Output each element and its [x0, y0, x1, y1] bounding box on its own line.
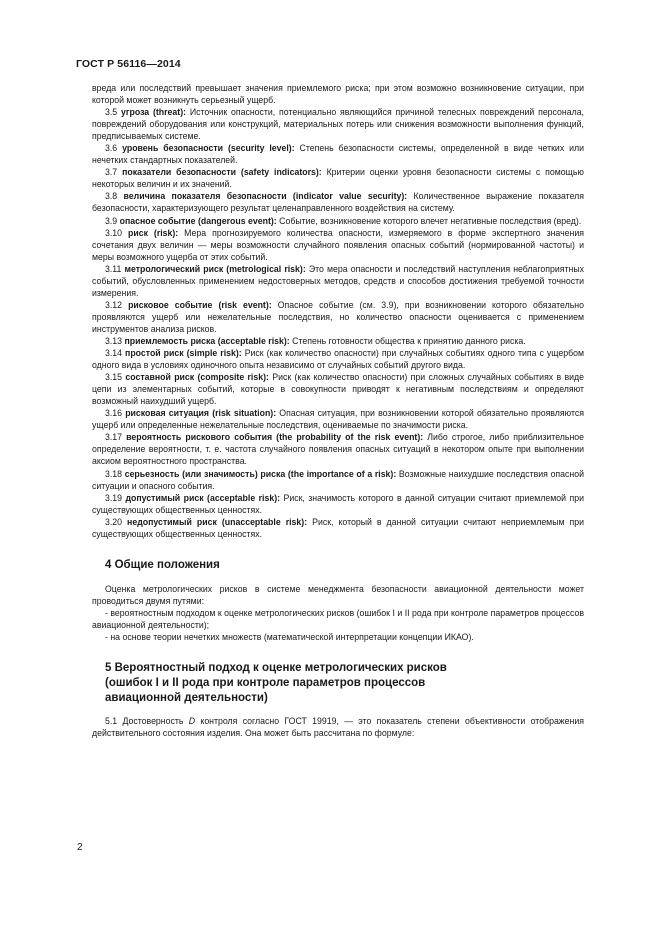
paragraph-text: контроля согласно ГОСТ 19919, — это показатель степени объективности отображения действительного состояния изделия. Она может быть рассчитана по формуле:: [92, 716, 584, 739]
definition-number: 3.5: [105, 107, 118, 118]
definition-text: Риск (как количество опасности) при случайных событиях одного типа с ущербом одного вида в условиях одиночного опыта независимо от случайных событий другого вида.: [92, 348, 584, 371]
definition-item: [92, 468, 584, 492]
definition-item: [92, 492, 584, 516]
definition-text: Опасная ситуация, при возникновении которой обязательно проявляются ущерб или определенные нежелательные последствия, оцениваемые по значимости риска.: [92, 408, 584, 431]
definition-text: Критерии оценки уровня безопасности системы с помощью некоторых величин и их значений.: [92, 167, 584, 190]
definition-number: 3.19: [105, 492, 123, 503]
definition-item: [92, 347, 584, 371]
section-5-heading: [92, 661, 584, 706]
definition-text: Риск (как количество опасности) при сложных случайных событиях в виде цепи из элементарных событий, которые в совокупности приводят к негативным последствиям и определяют возможный наихудший ущерб.: [92, 372, 584, 407]
definition-number: 3.16: [105, 408, 123, 419]
definition-item: [92, 516, 584, 540]
definition-term: рисковая ситуация (risk situation):: [125, 408, 277, 419]
section-5-paragraph: [92, 715, 584, 739]
definition-term: недопустимый риск (unacceptable risk):: [127, 516, 308, 527]
definition-number: 3.7: [105, 167, 118, 178]
definition-item: [92, 142, 584, 166]
definition-term: приемлемость риска (acceptable risk):: [124, 335, 290, 346]
definition-text: Опасное событие (см. 3.9), при возникновении которого обязательно проявляются ущерб или нежелательные последствия, но количество опасности оценивается с применением инструментов анализа рисков.: [92, 299, 584, 334]
definition-text: Это мера опасности и последствий наступления неблагоприятных событий, обусловленных применением недостоверных методов, средств и способов достижения требуемой точности измерения.: [92, 263, 584, 298]
page-body: [92, 82, 584, 739]
definition-number: 3.10: [105, 227, 123, 238]
section-4-paragraph: Оценка метрологических рисков в системе менеджмента безопасности авиационной деятельности может проводиться двумя путями:: [92, 583, 584, 606]
definition-term: допустимый риск (acceptable risk):: [125, 492, 281, 503]
definition-term: вероятность рискового события (the probability of the risk event):: [126, 432, 424, 443]
definition-item: [92, 190, 584, 214]
definition-number: 3.9: [105, 215, 118, 226]
definition-item: [92, 431, 584, 467]
definition-number: 3.20: [105, 516, 123, 527]
definition-term: величина показателя безопасности (indicator value security):: [123, 191, 408, 202]
definition-text: Количественное выражение показателя безопасности, характеризующего результат целенаправленного воздействия на систему.: [92, 191, 584, 214]
definition-number: 3.18: [105, 468, 123, 479]
definitions-list: [92, 106, 584, 540]
definition-term: угроза (threat):: [120, 107, 187, 118]
definition-item: [92, 335, 584, 347]
definition-item: [92, 299, 584, 335]
definition-term: серьезность (или значимость) риска (the importance of a risk):: [124, 468, 397, 479]
definition-number: 3.17: [105, 432, 123, 443]
definition-term: риск (risk):: [127, 227, 179, 238]
definition-text: Степень безопасности системы, определенной в виде четких или нечетких стандартных показателей.: [92, 143, 584, 166]
definition-item: [92, 227, 584, 263]
definition-number: 3.13: [105, 335, 123, 346]
definition-item: [92, 106, 584, 142]
definition-number: 3.6: [105, 143, 118, 154]
definition-term: уровень безопасности (security level):: [122, 143, 295, 154]
definition-text: Либо строгое, либо приблизительное определение вероятности, т. е. частота случайного появления опасных ситуаций в некотором опыте при выполнении аксиом вероятностного пространства.: [92, 432, 585, 467]
definition-item: [92, 407, 584, 431]
definition-number: 3.14: [105, 348, 123, 359]
definition-number: 3.8: [105, 191, 118, 202]
definition-text: Событие, возникновение которого влечет негативные последствия (вред).: [276, 215, 582, 226]
section-4-list-item: - на основе теории нечетких множеств (математической интерпретации концепции ИКАО).: [105, 631, 474, 642]
section-5-heading-line: авиационной деятельности): [105, 692, 268, 705]
definition-term: составной риск (composite risk):: [125, 372, 269, 383]
definition-number: 3.11: [105, 263, 122, 274]
variable-d: D: [188, 716, 196, 727]
definition-text: Риск, значимость которого в данной ситуации считают приемлемой при существующих общественных ценностях.: [92, 492, 584, 515]
section-5-heading-line: (ошибок I и II рода при контроле параметров процессов: [105, 677, 426, 690]
definition-term: метрологический риск (metrological risk):: [124, 263, 306, 274]
standard-designation: ГОСТ Р 56116—2014: [76, 58, 181, 70]
definition-text: Мера прогнозируемого количества опасности, измеряемого в форме экспертного значения сочетания двух величин — меры возможности случайного появления опасных событий (нормированной частоты) и меры возможного ущерба от этих событий.: [92, 227, 584, 262]
definition-item: [92, 371, 584, 407]
definition-term: показатели безопасности (safety indicators):: [122, 167, 322, 178]
definition-text: Степень готовности общества к принятию данного риска.: [289, 335, 526, 346]
intro-continuation: вреда или последствий превышает значения приемлемого риска; при этом возможно возникновение ситуации, при которой может возникнуть серьезный ущерб.: [92, 83, 584, 106]
definition-number: 3.12: [105, 299, 123, 310]
definition-item: [92, 263, 584, 299]
definition-item: [92, 215, 584, 227]
definition-text: Источник опасности, потенциально являющийся причиной телесных повреждений персонала, повреждений оборудования или конструкций, материальных потерь или снижения возможности выполнения функций, предписываемых системе.: [92, 107, 584, 142]
definition-item: [92, 166, 584, 190]
paragraph-text: 5.1 Достоверность: [105, 716, 189, 727]
page-number: 2: [77, 842, 83, 853]
definition-text: Риск, который в данной ситуации считают неприемлемым при существующих общественных ценностях.: [92, 516, 584, 539]
section-4-list-item: - вероятностным подходом к оценке метрологических рисков (ошибок I и II рода при контроле параметров процессов авиационной деятельности);: [92, 607, 584, 630]
section-4-heading: 4 Общие положения: [105, 558, 220, 571]
section-5-heading-line: 5 Вероятностный подход к оценке метрологических рисков: [105, 662, 447, 675]
definition-number: 3.15: [105, 372, 123, 383]
definition-term: рисковое событие (risk event):: [128, 299, 272, 310]
definition-text: Возможные наихудшие последствия опасной ситуации и опасного события.: [92, 468, 585, 491]
definition-term: опасное событие (dangerous event):: [119, 215, 277, 226]
definition-term: простой риск (simple risk):: [125, 348, 242, 359]
